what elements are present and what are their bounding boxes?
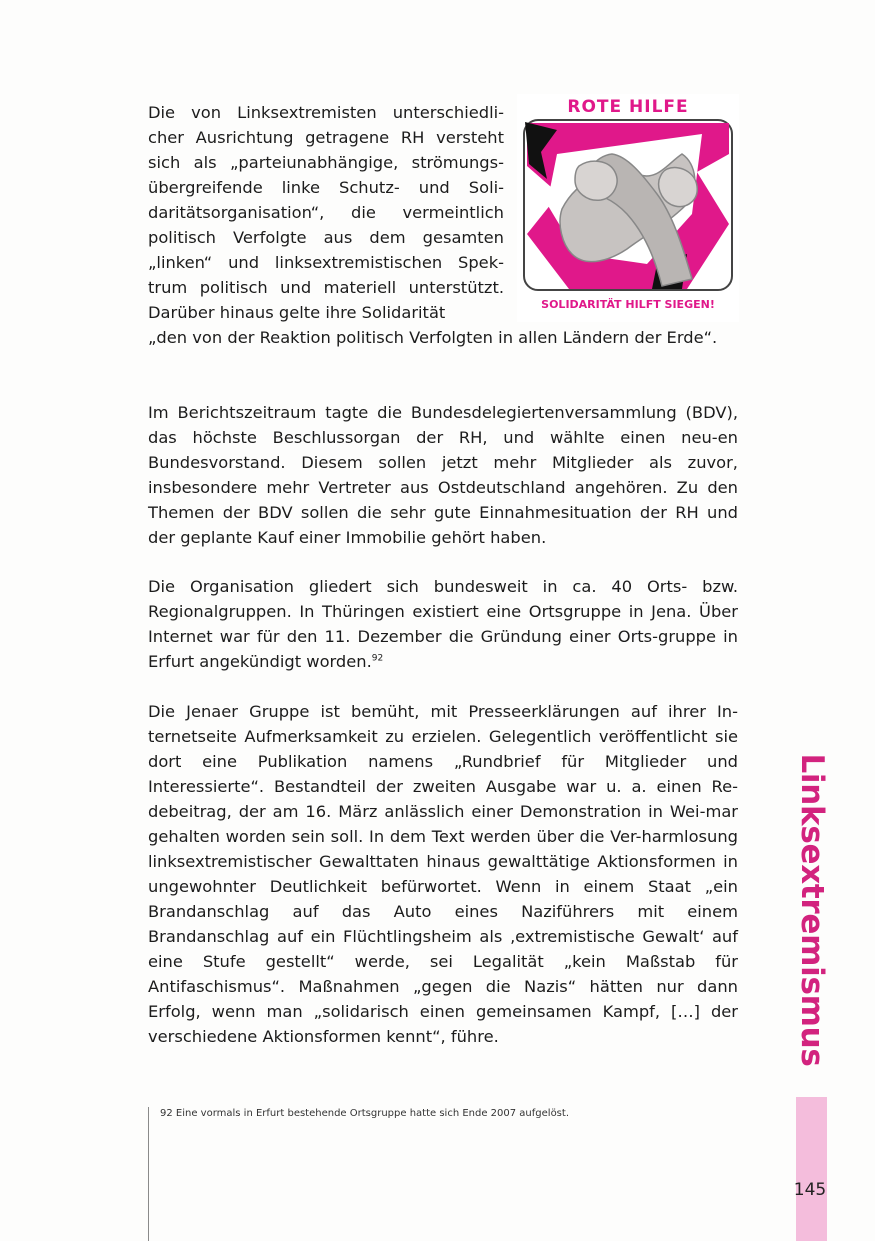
footnote-ref-92[interactable]: 92	[371, 653, 384, 664]
page-number: 145	[793, 1180, 827, 1200]
paragraph-4: Die Jenaer Gruppe ist bemüht, mit Presseerklärungen auf ihrer In-ternetseite Aufmerksamkeit zu erzielen. Gelegentlich veröffentlicht sie dort eine Publikation namens „Rundbrief für Mitglieder und Interessierte“. Bestandteil der zweiten Ausgabe war u. a. einen Re-debeitrag, der am 16. März anlässlich einer Demonstration in Wei-mar gehalten worden sein soll. In dem Text werden über die Ver-harmlosung linksextremistischer Gewalttaten hinaus gewalttätige Aktionsformen in ungewohnter Deutlichkeit befürwortet. Wenn in einem Staat „ein Brandanschlag auf das Auto eines Naziführers mit einem Brandanschlag auf ein Flüchtlingsheim als ‚extremistische Gewalt‘ auf eine Stufe gestellt“ werde, sei Legalität „kein Maßstab für Antifaschismus“. Maßnahmen „gegen die Nazis“ hätten nur dann Erfolg, wenn man „solidarisch einen gemeinsamen Kampf, […] der verschiedene Aktionsformen kennt“, führe.	[148, 702, 738, 1046]
logo-bottom-text: SOLIDARITÄT HILFT SIEGEN!	[541, 298, 715, 311]
paragraph-1-continued: „den von der Reaktion politisch Verfolgten in allen Ländern der Erde“.	[148, 328, 718, 347]
logo-top-text: ROTE HILFE	[567, 97, 689, 117]
footnote-92: 92 Eine vormals in Erfurt bestehende Ortsgruppe hatte sich Ende 2007 aufgelöst.	[160, 1108, 569, 1119]
side-title-text: Linksextremismus	[794, 753, 830, 1067]
paragraph-3-text: Die Organisation gliedert sich bundesweit in ca. 40 Orts- bzw. Regionalgruppen. In Thüringen existiert eine Ortsgruppe in Jena. Über Internet war für den 11. Dezember die Gründung einer Orts-gruppe in Erfurt angekündigt worden.	[148, 577, 738, 671]
footnote-divider	[148, 1107, 149, 1241]
rote-hilfe-logo	[517, 94, 739, 322]
paragraph-1-intro: Die von Linksextremisten unterschiedli-cher Ausrichtung getragene RH versteht sich als „parteiunabhängige, strömungs-übergreifende linke Schutz- und Soli-daritätsorganisation“, die vermeintlich politisch Verfolgte aus dem gesamten „linken“ und linksextremistischen Spek-trum politisch und materiell unterstützt. Darüber hinaus gelte ihre Solidarität	[148, 103, 504, 322]
section-tab	[796, 1097, 827, 1241]
section-side-title	[792, 753, 832, 1067]
paragraph-3	[148, 574, 738, 674]
paragraph-2: Im Berichtszeitraum tagte die Bundesdelegiertenversammlung (BDV), das höchste Beschlussorgan der RH, und wählte einen neu-en Bundesvorstand. Diesem sollen jetzt mehr Mitglieder als zuvor, insbesondere mehr Vertreter aus Ostdeutschland angehören. Zu den Themen der BDV sollen die sehr gute Einnahmesituation der RH und der geplante Kauf einer Immobilie gehört haben.	[148, 403, 738, 547]
